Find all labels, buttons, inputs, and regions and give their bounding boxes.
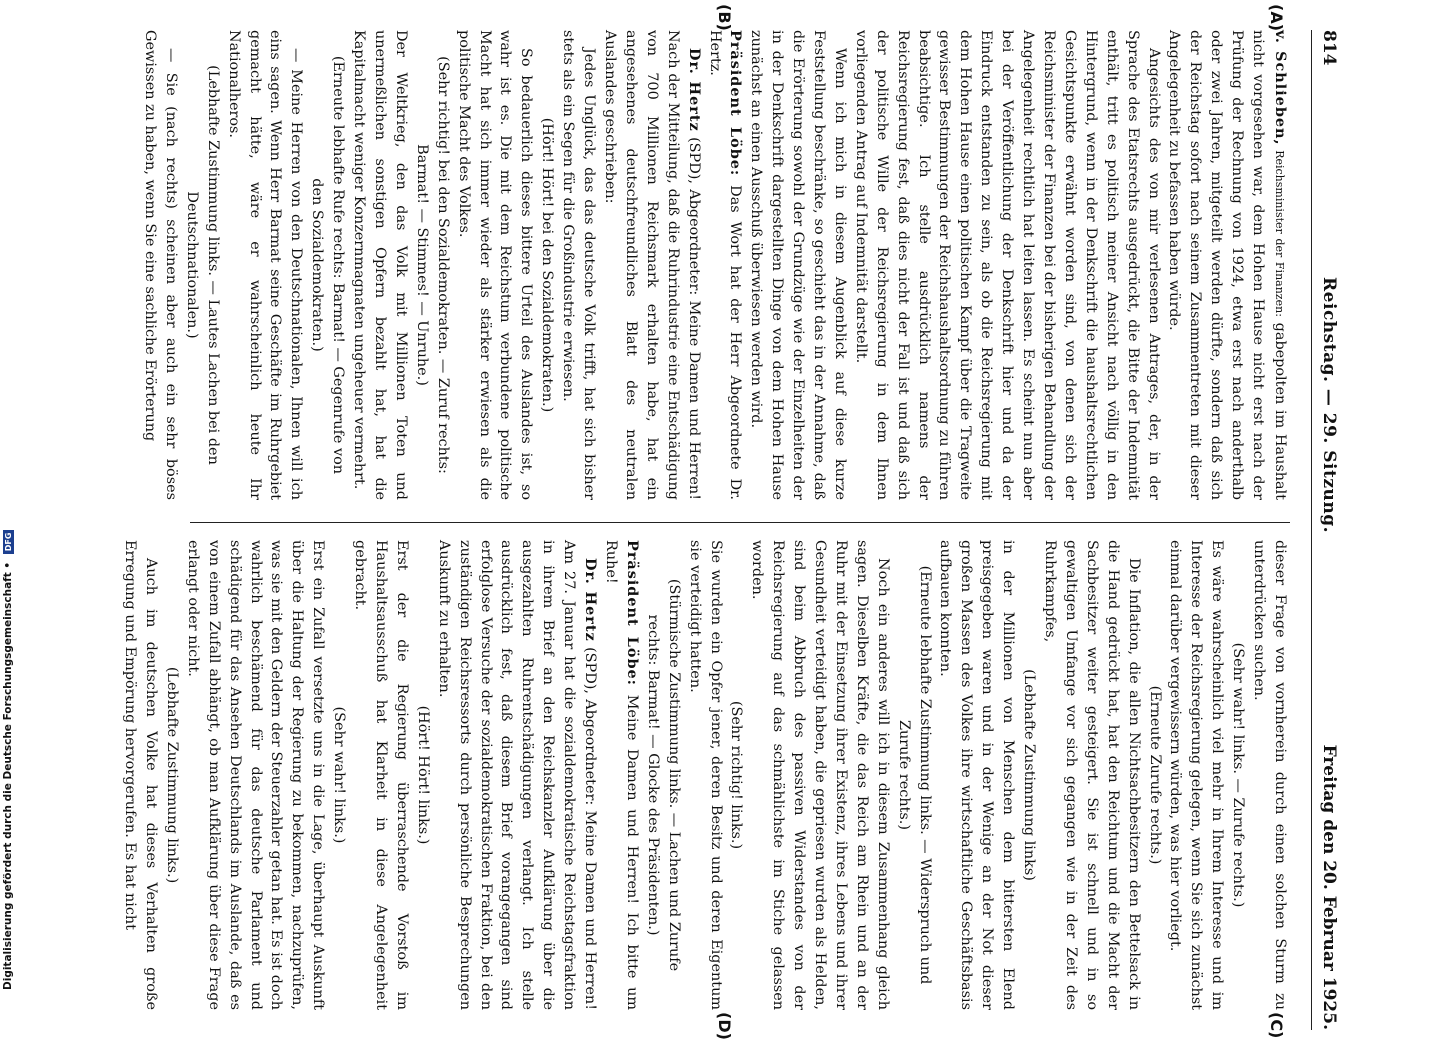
column-divider [190,522,1290,523]
page-header [1314,30,1344,1030]
interjection: (Erneute lebhafte Zustimmung links. — Widerspruch und Zurufe rechts.) [895,565,933,985]
interjection: (Hört! Hört! bei den Sozialdemokraten.) [539,117,556,413]
paragraph-text: Die Inflation, die allen Nichtsachbesitzern den Bettelsack in die Hand gedrückt hat, hat den Reichtum und die Macht der Sachbesitzer weiter gesteigert. Sie ist schnell und in so gewaltigen Umfange vor sich gegangen wie in der Zeit des Ruhrkampfes, [1042,540,1142,1010]
margin-marker-b: (B) [715,4,734,31]
paragraph-text: Wenn ich mich in diesem Augenblick auf diese kurze Feststellung beschränke, so geschieht das in der Annahme, daß die Erörterung sowohl der Grundzüge wie der Einzelheiten der in der Denkschrift dargestellten Dinge von dem Hohen Hause zunächst an einen Ausschuß überwiesen werden wird. [748,30,848,500]
paragraph-text: So bedauerlich dieses bittere Urteil des Auslandes ist, so wahr ist es. Die mit dem Reichstum verbundene politische Macht hat sich immer wieder als stärker erwiesen als die politische Macht des Volkes. [455,30,535,500]
dfg-logo: DFG [3,530,14,555]
paragraph-text: Erst der die Regierung überraschende Vorstoß im Haushaltsausschuß hat Klarheit in diese Angelegenheit gebracht. [352,540,410,1010]
header-title: Reichstag. — 29. Sitzung. [1319,277,1339,534]
paragraph [557,30,599,500]
interjection: (Lebhafte Zustimmung links. — Lautes Lachen bei den Deutschnationalen.) [183,65,221,465]
digitization-credit [0,0,20,1000]
paragraph-text: Meine Damen und Herren! Ich bitte um Ruhe! [603,540,640,1010]
speaker-name: Dr. Hertz [582,558,600,642]
paragraph-text: Erst ein Zufall versetzte uns in die Lage, überhaupt Auskunft über die Haltung der Regierung zu bekommen, nachzuprüfen, was sie mit den Geldern der Steuerzahler getan hat. Es ist doch wahrlich beschämend für das deutsche Parlament und schädigend für das Ansehen Deutschlands im Auslande, daß es von einem Zufall abhängt, ob man Aufklärung über diese Frage erlangt oder nicht. [184,540,327,1010]
interjection: (Hört! Hört! links.) [414,705,431,845]
header-date: Freitag den 20. Februar 1925. [1319,744,1339,1030]
paragraph [746,540,892,1010]
paragraph-text: in der Millionen von Menschen dem bittersten Elend preisgegeben waren und in der Wenige an der Not dieser großen Massen des Volkes ihre wirtschaftliche Geschäftsbasis aufbauen konnten. [937,540,1017,1010]
speaker-name: Präsident Löbe: [623,540,641,686]
paragraph [119,540,161,1010]
paragraph [349,540,412,1010]
interjection: (Sehr richtig! links.) [728,700,745,850]
paragraph-text: Jedes Unglück, das das deutsche Volk trifft, hat sich bisher stets als ein Segen für die Großindustrie erwiesen. [560,30,598,500]
paragraph [348,30,411,500]
paragraph [1164,30,1290,500]
speaker-name: v. Schlieben, [1272,30,1289,146]
margin-marker-c: (C) [1267,1012,1286,1039]
paragraph [600,540,642,1010]
paragraph [1165,540,1228,1010]
paragraph-text: (SPD), Abgeordneter: Meine Damen und Herren! Am 27. Januar hat die sozialdemokratische Reichstagsfraktion in ihrem Brief an den Reichskanzler Aufklärung über die ausgezahlten Ruhrentschädigungen verlangt. Ich stelle ausdrücklich fest, daß diesem Brief vorangegangen sind erfolglose Versuche der sozialdemokratischen Fraktion, bei den zuständigen Reichsressorts durch persönliche Besprechungen Auskunft zu erhalten. [435,540,599,1010]
interjection: (Sehr richtig! bei den Sozialdemokraten. — Zuruf rechts: Barmat! — Stimmes! — Unruhe.) [413,56,451,474]
margin-marker-d: (D) [715,1012,734,1040]
speaker-name: Präsident Löbe: [727,30,745,177]
paragraph [139,30,181,500]
paragraph-text: Es wäre wahrscheinlich viel mehr in Ihrem Interesse und im Interesse der Reichsregierung gelegen, wenn Sie sich zunächst einmal darüber vergewissern würden, was hier vorliegt. [1167,540,1226,1010]
paragraph [223,30,307,500]
interjection: (Lebhafte Zustimmung links.) [163,666,180,884]
paragraph [1248,540,1290,1010]
interjection: (Lebhafte Zustimmung links) [1021,669,1038,881]
paragraph [745,30,850,500]
paragraph-text: Das Wort hat der Herr Abgeordnete Dr. Hertz. [706,30,744,500]
paragraph-text: gabepolten im Haushalt nicht vorgesehen war, dem Hohen Hause nicht erst nach der Prüfung der Rechnung von 1924, etwa erst nach anderthalb oder zwei Jahren, mitgeteilt werden dürfte, sondern daß sich der Reichstag sofort nach seinem Zusammentreten mit dieser Angelegenheit zu befassen haben würde. [1166,30,1288,500]
right-column [122,540,1290,1010]
interjection: (Stürmische Zustimmung links. — Lachen und Zurufe rechts: Barmat! — Glocke des Präsidenten.) [644,578,682,972]
page-number: 814 [1319,30,1339,66]
paragraph [704,30,746,500]
credit-text: Digitalisierung gefördert durch die Deutsche Forschungsgemeinschaft • [2,561,14,990]
paragraph [453,30,537,500]
paragraph-text: Sie wurden ein Opfer jener, deren Besitz und deren Eigentum sie verteidigt hatten. [686,540,724,1010]
paragraph [935,540,1019,1010]
margin-marker-a: (A) [1267,4,1286,32]
paragraph [182,540,328,1010]
paragraph [1039,540,1144,1010]
paragraph-text: (SPD), Abgeordneter: Meine Damen und Herren! Nach der Mitteilung, daß die Ruhrindustrie eine Entschädigung von 700 Millionen Reichsmark erhalten habe, hat ein angesehenes deutschfreundliches Blatt des neutralen Auslandes geschrieben: [602,30,702,500]
interjection: (Erneute Zurufe rechts.) [1146,685,1163,865]
interjection: (Sehr wahr! links. — Zurufe rechts.) [1230,642,1247,908]
interjection: (Erneute lebhafte Rufe rechts: Barmat! — Gegenrufe von den Sozialdemokraten.) [309,55,347,475]
paragraph-text: — Sie (nach rechts) scheinen aber auch ein sehr böses Gewissen zu haben, wenn Sie eine sachliche Erörterung [142,30,179,500]
paragraph-text: Angesichts des von mir verlesenen Antrages, der, in der Sprache des Etatsrechts ausgedrückt, die Bitte der Indemnität enthält, tritt es politisch meiner Ansicht nach völlig in den Hintergrund, wenn in der Denkschrift die haushaltsrechtlichen Gesichtspunkte erwähnt worden sind, von denen sich der Reichsminister der Finanzen bei der bisherigen Behandlung der Angelegenheit rechtlich hat leiten lassen. Es scheint nun aber bei der Veröffentlichung der Denkschrift hier und da der Eindruck entstanden zu sein, als ob die Reichsregierung mit dem Hohen Hause einen politischen Kampf über die Tragweite gewisser Bestimmungen der Reichshaushaltsordnung zu führen beabsichtige. Ich stelle ausdrücklich namens der Reichsregierung fest, daß dies nicht der Fall ist und daß sich der politische Wille der Reichsregierung in dem Ihnen vorliegenden Antrag auf Indemnität darstellt. [852,30,1162,500]
speaker-role: Reichsminister der Finanzen: [1273,145,1286,317]
paragraph-text: — Meine Herren von den Deutschnationalen, Ihnen will ich eins sagen. Wenn Herr Barmat seine Geschäfte im Ruhrgebiet gemacht hätte, wäre er wahrscheinlich heute Ihr Nationalheros. [225,30,305,500]
paragraph-text: Noch ein anderes will ich in diesem Zusammenhang gleich sagen. Dieselben Kräfte, die das Reich am Rhein und an der Ruhr mit der Einsetzung ihrer Existenz, ihres Lebens und ihrer Gesundheit verteidigt haben, die gepriesen wurden als Helden, sind beim Abbruch des passiven Widerstandes von der Reichsregierung auf das schmählichste im Stiche gelassen worden. [749,540,891,1010]
header-rule [1311,30,1312,1030]
paragraph-text: Auch im deutschen Volke hat dieses Verhalten große Erregung und Empörung hervorgerufen. Es hat nicht [122,540,160,1010]
paragraph [850,30,1164,500]
paragraph [433,540,600,1010]
paragraph-text: dieser Frage von vornherein durch einen solchen Sturm zu unterdrücken suchen. [1251,540,1288,1010]
paragraph [684,540,726,1010]
document-page [122,4,1339,1040]
left-column [142,30,1290,500]
speaker-name: Dr. Hertz [685,48,703,132]
paragraph [599,30,704,500]
paragraph-text: Der Weltkrieg, den das Volk mit Millionen Toten und unermeßlichen sonstigen Opfern bezahlt hat, hat die Kapitalmacht weniger Konzernmagnaten ungeheuer vermehrt. [351,30,409,500]
interjection: (Sehr wahr! links.) [331,706,348,844]
